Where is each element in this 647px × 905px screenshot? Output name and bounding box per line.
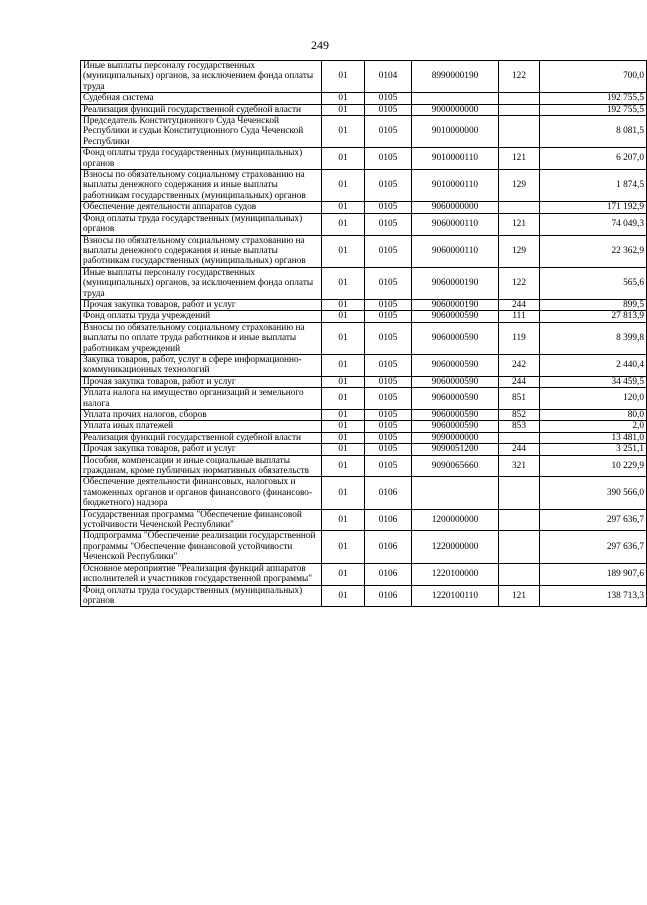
row-target-article-cell: 9000000000 <box>412 104 499 115</box>
row-name-cell: Судебная система <box>81 93 322 104</box>
row-expense-type-cell: 122 <box>499 267 540 299</box>
row-name-cell: Основное мероприятие "Реализация функций аппаратов исполнителей и участников государственной программы" <box>81 563 322 585</box>
row-expense-type-cell: 851 <box>499 388 540 410</box>
table-row <box>81 354 647 376</box>
row-subsection-cell: 0106 <box>365 563 412 585</box>
row-name-cell: Прочая закупка товаров, работ и услуг <box>81 444 322 455</box>
row-section-cell: 01 <box>322 432 365 443</box>
row-expense-type-cell: 852 <box>499 410 540 421</box>
row-expense-type-cell <box>499 104 540 115</box>
row-amount-cell: 192 755,5 <box>540 93 647 104</box>
table-row <box>81 202 647 213</box>
table-row <box>81 455 647 477</box>
row-expense-type-cell <box>499 563 540 585</box>
row-subsection-cell: 0105 <box>365 235 412 267</box>
table-row <box>81 444 647 455</box>
row-subsection-cell: 0105 <box>365 455 412 477</box>
table-row <box>81 410 647 421</box>
row-target-article-cell: 9060000190 <box>412 267 499 299</box>
row-name-cell: Взносы по обязательному социальному страхованию на выплаты по оплате труда работников и иные выплаты работникам учреждений <box>81 322 322 354</box>
row-expense-type-cell: 121 <box>499 585 540 607</box>
row-amount-cell: 297 636,7 <box>540 509 647 531</box>
row-section-cell: 01 <box>322 455 365 477</box>
row-target-article-cell: 9060000590 <box>412 311 499 322</box>
row-name-cell: Прочая закупка товаров, работ и услуг <box>81 376 322 387</box>
row-expense-type-cell: 121 <box>499 213 540 235</box>
row-target-article-cell: 1200000000 <box>412 509 499 531</box>
row-target-article-cell: 9060000590 <box>412 376 499 387</box>
row-name-cell: Фонд оплаты труда государственных (муниципальных) органов <box>81 148 322 170</box>
row-subsection-cell: 0106 <box>365 531 412 563</box>
row-target-article-cell: 9060000590 <box>412 354 499 376</box>
table-row <box>81 170 647 202</box>
row-target-article-cell: 9010000000 <box>412 116 499 148</box>
row-amount-cell: 27 813,9 <box>540 311 647 322</box>
row-amount-cell: 390 566,0 <box>540 477 647 509</box>
table-row <box>81 531 647 563</box>
row-expense-type-cell: 129 <box>499 170 540 202</box>
row-subsection-cell: 0105 <box>365 299 412 310</box>
row-section-cell: 01 <box>322 444 365 455</box>
row-subsection-cell: 0104 <box>365 61 412 93</box>
row-target-article-cell: 9060000590 <box>412 322 499 354</box>
row-amount-cell: 8 399,8 <box>540 322 647 354</box>
row-expense-type-cell: 242 <box>499 354 540 376</box>
row-subsection-cell: 0106 <box>365 477 412 509</box>
row-name-cell: Обеспечение деятельности финансовых, налоговых и таможенных органов и органов финансового (финансово-бюджетного) надзора <box>81 477 322 509</box>
row-amount-cell: 565,6 <box>540 267 647 299</box>
row-section-cell: 01 <box>322 116 365 148</box>
row-section-cell: 01 <box>322 376 365 387</box>
row-expense-type-cell: 122 <box>499 61 540 93</box>
row-section-cell: 01 <box>322 148 365 170</box>
row-amount-cell: 171 192,9 <box>540 202 647 213</box>
row-section-cell: 01 <box>322 311 365 322</box>
row-name-cell: Прочая закупка товаров, работ и услуг <box>81 299 322 310</box>
row-amount-cell: 138 713,3 <box>540 585 647 607</box>
table-row <box>81 477 647 509</box>
table-row <box>81 509 647 531</box>
row-section-cell: 01 <box>322 267 365 299</box>
row-section-cell: 01 <box>322 104 365 115</box>
row-amount-cell: 22 362,9 <box>540 235 647 267</box>
row-subsection-cell: 0105 <box>365 170 412 202</box>
row-section-cell: 01 <box>322 509 365 531</box>
row-expense-type-cell <box>499 531 540 563</box>
row-subsection-cell: 0105 <box>365 444 412 455</box>
row-name-cell: Реализация функций государственной судебной власти <box>81 104 322 115</box>
row-expense-type-cell: 321 <box>499 455 540 477</box>
row-section-cell: 01 <box>322 531 365 563</box>
row-expense-type-cell: 244 <box>499 376 540 387</box>
row-target-article-cell: 9060000000 <box>412 202 499 213</box>
row-name-cell: Уплата прочих налогов, сборов <box>81 410 322 421</box>
row-section-cell: 01 <box>322 202 365 213</box>
table-row <box>81 148 647 170</box>
row-target-article-cell: 9060000110 <box>412 213 499 235</box>
row-subsection-cell: 0105 <box>365 354 412 376</box>
row-section-cell: 01 <box>322 213 365 235</box>
table-row <box>81 563 647 585</box>
row-name-cell: Фонд оплаты труда государственных (муниципальных) органов <box>81 213 322 235</box>
row-subsection-cell: 0106 <box>365 585 412 607</box>
table-row <box>81 299 647 310</box>
row-subsection-cell: 0105 <box>365 148 412 170</box>
table-row <box>81 432 647 443</box>
table-row <box>81 213 647 235</box>
row-subsection-cell: 0105 <box>365 376 412 387</box>
row-target-article-cell: 9060000110 <box>412 235 499 267</box>
row-expense-type-cell: 119 <box>499 322 540 354</box>
row-name-cell: Подпрограмма "Обеспечение реализации государственной программы "Обеспечение финансовой устойчивости Чеченской Республики" <box>81 531 322 563</box>
table-row <box>81 585 647 607</box>
row-target-article-cell <box>412 93 499 104</box>
row-section-cell: 01 <box>322 235 365 267</box>
row-amount-cell: 297 636,7 <box>540 531 647 563</box>
row-section-cell: 01 <box>322 421 365 432</box>
row-expense-type-cell <box>499 477 540 509</box>
row-amount-cell: 1 874,5 <box>540 170 647 202</box>
row-target-article-cell: 9010000110 <box>412 170 499 202</box>
row-subsection-cell: 0105 <box>365 93 412 104</box>
row-name-cell: Реализация функций государственной судебной власти <box>81 432 322 443</box>
row-subsection-cell: 0106 <box>365 509 412 531</box>
row-section-cell: 01 <box>322 477 365 509</box>
row-expense-type-cell <box>499 509 540 531</box>
row-subsection-cell: 0105 <box>365 421 412 432</box>
row-section-cell: 01 <box>322 585 365 607</box>
row-section-cell: 01 <box>322 299 365 310</box>
row-target-article-cell: 1220100000 <box>412 563 499 585</box>
row-expense-type-cell: 244 <box>499 444 540 455</box>
row-expense-type-cell <box>499 116 540 148</box>
table-row <box>81 376 647 387</box>
row-target-article-cell: 9060000190 <box>412 299 499 310</box>
row-target-article-cell: 9060000590 <box>412 410 499 421</box>
row-expense-type-cell <box>499 432 540 443</box>
row-target-article-cell: 9060000590 <box>412 421 499 432</box>
row-subsection-cell: 0105 <box>365 116 412 148</box>
row-name-cell: Председатель Конституционного Суда Чеченской Республики и судьи Конституционного Суда Чеченской Республики <box>81 116 322 148</box>
row-amount-cell: 2 440,4 <box>540 354 647 376</box>
row-subsection-cell: 0105 <box>365 213 412 235</box>
row-target-article-cell: 1220100110 <box>412 585 499 607</box>
row-subsection-cell: 0105 <box>365 322 412 354</box>
table-row <box>81 116 647 148</box>
row-subsection-cell: 0105 <box>365 388 412 410</box>
row-amount-cell: 189 907,6 <box>540 563 647 585</box>
row-name-cell: Обеспечение деятельности аппаратов судов <box>81 202 322 213</box>
row-target-article-cell: 8990000190 <box>412 61 499 93</box>
row-subsection-cell: 0105 <box>365 267 412 299</box>
row-amount-cell: 6 207,0 <box>540 148 647 170</box>
row-name-cell: Пособия, компенсации и иные социальные выплаты гражданам, кроме публичных нормативных обязательств <box>81 455 322 477</box>
row-name-cell: Закупка товаров, работ, услуг в сфере информационно-коммуникационных технологий <box>81 354 322 376</box>
row-amount-cell: 899,5 <box>540 299 647 310</box>
row-target-article-cell: 1220000000 <box>412 531 499 563</box>
row-amount-cell: 2,0 <box>540 421 647 432</box>
page-number: 249 <box>311 38 329 52</box>
row-expense-type-cell: 244 <box>499 299 540 310</box>
table-row <box>81 267 647 299</box>
row-target-article-cell: 9090051200 <box>412 444 499 455</box>
row-amount-cell: 700,0 <box>540 61 647 93</box>
table-row <box>81 311 647 322</box>
row-section-cell: 01 <box>322 563 365 585</box>
row-expense-type-cell: 111 <box>499 311 540 322</box>
row-expense-type-cell <box>499 93 540 104</box>
row-name-cell: Иные выплаты персоналу государственных (муниципальных) органов, за исключением фонда оплаты труда <box>81 61 322 93</box>
table-row <box>81 322 647 354</box>
row-name-cell: Иные выплаты персоналу государственных (муниципальных) органов, за исключением фонда оплаты труда <box>81 267 322 299</box>
row-section-cell: 01 <box>322 410 365 421</box>
row-name-cell: Уплата налога на имущество организаций и земельного налога <box>81 388 322 410</box>
row-subsection-cell: 0105 <box>365 311 412 322</box>
row-amount-cell: 10 229,9 <box>540 455 647 477</box>
row-amount-cell: 8 081,5 <box>540 116 647 148</box>
row-amount-cell: 3 251,1 <box>540 444 647 455</box>
budget-table <box>80 60 647 607</box>
row-amount-cell: 13 481,0 <box>540 432 647 443</box>
row-target-article-cell: 9060000590 <box>412 388 499 410</box>
table-row <box>81 421 647 432</box>
row-target-article-cell: 9090000000 <box>412 432 499 443</box>
row-amount-cell: 120,0 <box>540 388 647 410</box>
row-name-cell: Взносы по обязательному социальному страхованию на выплаты денежного содержания и иные выплаты работникам государственных (муниципальных) органов <box>81 170 322 202</box>
table-row <box>81 235 647 267</box>
table-row <box>81 93 647 104</box>
row-target-article-cell <box>412 477 499 509</box>
row-amount-cell: 34 459,5 <box>540 376 647 387</box>
table-row <box>81 104 647 115</box>
row-name-cell: Государственная программа "Обеспечение финансовой устойчивости Чеченской Республики" <box>81 509 322 531</box>
table-row <box>81 61 647 93</box>
row-subsection-cell: 0105 <box>365 202 412 213</box>
row-amount-cell: 80,0 <box>540 410 647 421</box>
row-section-cell: 01 <box>322 61 365 93</box>
row-name-cell: Фонд оплаты труда государственных (муниципальных) органов <box>81 585 322 607</box>
row-subsection-cell: 0105 <box>365 432 412 443</box>
row-amount-cell: 192 755,5 <box>540 104 647 115</box>
row-section-cell: 01 <box>322 170 365 202</box>
row-amount-cell: 74 049,3 <box>540 213 647 235</box>
row-name-cell: Уплата иных платежей <box>81 421 322 432</box>
row-target-article-cell: 9090065660 <box>412 455 499 477</box>
row-expense-type-cell: 129 <box>499 235 540 267</box>
row-name-cell: Взносы по обязательному социальному страхованию на выплаты денежного содержания и иные выплаты работникам государственных (муниципальных) органов <box>81 235 322 267</box>
row-expense-type-cell <box>499 202 540 213</box>
row-section-cell: 01 <box>322 93 365 104</box>
row-subsection-cell: 0105 <box>365 104 412 115</box>
row-expense-type-cell: 853 <box>499 421 540 432</box>
row-subsection-cell: 0105 <box>365 410 412 421</box>
row-section-cell: 01 <box>322 322 365 354</box>
row-name-cell: Фонд оплаты труда учреждений <box>81 311 322 322</box>
table-row <box>81 388 647 410</box>
row-section-cell: 01 <box>322 354 365 376</box>
row-section-cell: 01 <box>322 388 365 410</box>
row-target-article-cell: 9010000110 <box>412 148 499 170</box>
row-expense-type-cell: 121 <box>499 148 540 170</box>
